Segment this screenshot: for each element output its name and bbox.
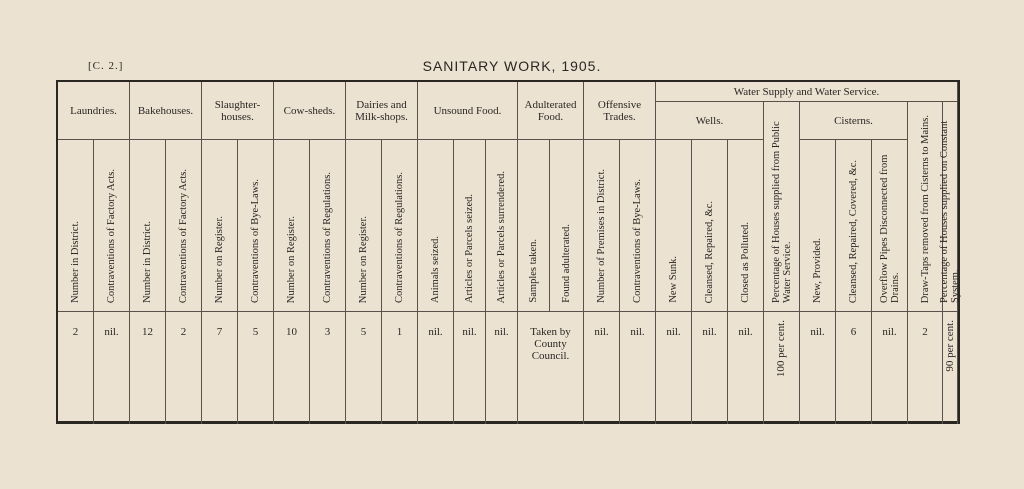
value-text: 12 bbox=[142, 326, 153, 338]
column-header bbox=[382, 140, 418, 312]
value-text: 6 bbox=[850, 326, 857, 338]
group-header-adulterated-food bbox=[518, 82, 584, 140]
column-header bbox=[692, 140, 728, 312]
value-text: nil. bbox=[428, 326, 443, 338]
value-cell-adulterated-food bbox=[518, 312, 584, 424]
column-header bbox=[584, 140, 620, 312]
column-header bbox=[94, 140, 130, 312]
column-header-label: New Sunk. bbox=[668, 256, 679, 303]
column-header-label: Number on Register. bbox=[214, 215, 225, 303]
subgroup-cisterns bbox=[800, 102, 908, 140]
value-cell bbox=[908, 312, 943, 424]
value-cell bbox=[94, 312, 130, 424]
column-header bbox=[764, 102, 800, 312]
column-header-label: Number on Register. bbox=[286, 215, 297, 303]
group-header-label: Cow-sheds. bbox=[283, 104, 336, 117]
value-cell bbox=[202, 312, 238, 424]
column-header bbox=[728, 140, 764, 312]
sanitary-work-table bbox=[56, 80, 960, 424]
value-cell bbox=[836, 312, 872, 424]
column-header-label: Samples taken. bbox=[528, 239, 539, 303]
value-text: nil. bbox=[666, 326, 681, 338]
column-header bbox=[58, 140, 94, 312]
column-header bbox=[310, 140, 346, 312]
value-text: 2 bbox=[922, 326, 928, 338]
group-header-label: Bakehouses. bbox=[137, 104, 194, 117]
value-text: nil. bbox=[630, 326, 645, 338]
value-text: nil. bbox=[738, 326, 753, 338]
column-header-label: Cleansed, Repaired, Covered, &c. bbox=[848, 159, 859, 303]
column-header-label: Cleansed, Repaired, &c. bbox=[704, 200, 715, 303]
subgroup-label: Cisterns. bbox=[834, 114, 873, 127]
value-cell bbox=[800, 312, 836, 424]
page-title: SANITARY WORK, 1905. bbox=[422, 58, 602, 74]
value-text: 10 bbox=[286, 326, 297, 338]
column-header-label: Number in District. bbox=[142, 221, 153, 303]
column-header bbox=[620, 140, 656, 312]
value-cell bbox=[620, 312, 656, 424]
value-cell bbox=[274, 312, 310, 424]
group-header-label: Offensive Trades. bbox=[597, 98, 642, 123]
value-cell bbox=[692, 312, 728, 424]
column-header bbox=[939, 102, 961, 312]
column-header bbox=[454, 140, 486, 312]
column-header-label: Number in District. bbox=[70, 221, 81, 303]
column-header bbox=[418, 140, 454, 312]
column-header-label: Articles or Parcels surrendered. bbox=[496, 170, 507, 303]
value-cell bbox=[310, 312, 346, 424]
value-cell bbox=[728, 312, 764, 424]
group-header-bakehouses bbox=[130, 82, 202, 140]
group-header-label: Dairies and Milk-shops. bbox=[355, 98, 408, 123]
group-header-laundries bbox=[58, 82, 130, 140]
column-header-label: New, Provided. bbox=[812, 238, 823, 303]
value-cell bbox=[382, 312, 418, 424]
value-text: nil. bbox=[702, 326, 717, 338]
column-header-label: Contraventions of Factory Acts. bbox=[106, 168, 117, 303]
column-header bbox=[800, 140, 836, 312]
value-text: nil. bbox=[494, 326, 509, 338]
value-text: 7 bbox=[216, 326, 223, 338]
value-cell bbox=[166, 312, 202, 424]
value-text: 2 bbox=[180, 326, 187, 338]
value-text: 5 bbox=[360, 326, 367, 338]
value-cell bbox=[943, 312, 958, 424]
group-header-dairies-milk-shops bbox=[346, 82, 418, 140]
column-header-label: Overflow Pipes Disconnected from Drains. bbox=[878, 154, 901, 303]
column-header bbox=[656, 140, 692, 312]
group-header-label: Laundries. bbox=[70, 104, 117, 117]
column-header bbox=[836, 140, 872, 312]
value-text: 90 per cent. bbox=[943, 320, 956, 372]
value-text: 2 bbox=[72, 326, 79, 338]
column-header-label: Percentage of Houses supplied from Public Water Service. bbox=[770, 121, 793, 303]
value-text: 3 bbox=[324, 326, 331, 338]
value-text: Taken by County Council. bbox=[530, 326, 571, 362]
column-header-label: Percentage of Houses supplied on Constant System. bbox=[939, 120, 961, 303]
column-header bbox=[908, 102, 943, 312]
group-header-offensive-trades bbox=[584, 82, 656, 140]
column-header-label: Contraventions of Regulations. bbox=[322, 172, 333, 303]
column-header-label: Contraventions of Factory Acts. bbox=[178, 168, 189, 303]
column-header-label: Animals seized. bbox=[430, 235, 441, 303]
value-cell bbox=[454, 312, 486, 424]
column-header-label: Found adulterated. bbox=[561, 224, 572, 303]
column-header bbox=[274, 140, 310, 312]
group-header-label: Unsound Food. bbox=[433, 104, 502, 117]
column-header-label: Contraventions of Bye-Laws. bbox=[632, 179, 643, 303]
column-header-label: Contraventions of Regulations. bbox=[394, 172, 405, 303]
value-cell bbox=[238, 312, 274, 424]
column-header bbox=[872, 140, 908, 312]
group-header-label: Slaughter- houses. bbox=[214, 98, 261, 123]
column-header-label: Closed as Polluted. bbox=[740, 222, 751, 303]
value-cell bbox=[872, 312, 908, 424]
value-text: nil. bbox=[594, 326, 609, 338]
group-header-slaughter-houses bbox=[202, 82, 274, 140]
column-header-label: Draw-Taps removed from Cisterns to Mains. bbox=[919, 114, 931, 303]
group-header-cow-sheds bbox=[274, 82, 346, 140]
value-cell bbox=[58, 312, 94, 424]
value-text: nil. bbox=[462, 326, 477, 338]
value-text: nil. bbox=[104, 326, 119, 338]
column-header-label: Number of Premises in District. bbox=[596, 169, 607, 303]
group-header-label: Water Supply and Water Service. bbox=[733, 85, 880, 98]
column-header-label: Articles or Parcels seized. bbox=[464, 193, 475, 303]
column-header bbox=[346, 140, 382, 312]
group-header-label: Adulterated Food. bbox=[524, 98, 577, 123]
value-cell bbox=[486, 312, 518, 424]
value-text: 100 per cent. bbox=[775, 320, 787, 378]
column-header bbox=[130, 140, 166, 312]
column-header bbox=[518, 140, 550, 312]
column-header-label: Number on Register. bbox=[358, 215, 369, 303]
column-header-label: Contraventions of Bye-Laws. bbox=[250, 179, 261, 303]
column-header bbox=[166, 140, 202, 312]
column-header bbox=[486, 140, 518, 312]
group-header-water-supply bbox=[656, 82, 958, 102]
subgroup-wells bbox=[656, 102, 764, 140]
page-reference: [C. 2.] bbox=[88, 60, 124, 72]
value-cell bbox=[418, 312, 454, 424]
value-text: nil. bbox=[810, 326, 825, 338]
subgroup-label: Wells. bbox=[695, 114, 724, 127]
value-text: 1 bbox=[396, 326, 403, 338]
group-header-unsound-food bbox=[418, 82, 518, 140]
value-text: nil. bbox=[882, 326, 897, 338]
column-header bbox=[202, 140, 238, 312]
column-header bbox=[238, 140, 274, 312]
value-cell bbox=[764, 312, 800, 424]
value-cell bbox=[656, 312, 692, 424]
value-cell bbox=[130, 312, 166, 424]
value-text: 5 bbox=[252, 326, 259, 338]
column-header bbox=[550, 140, 584, 312]
value-cell bbox=[346, 312, 382, 424]
value-cell bbox=[584, 312, 620, 424]
